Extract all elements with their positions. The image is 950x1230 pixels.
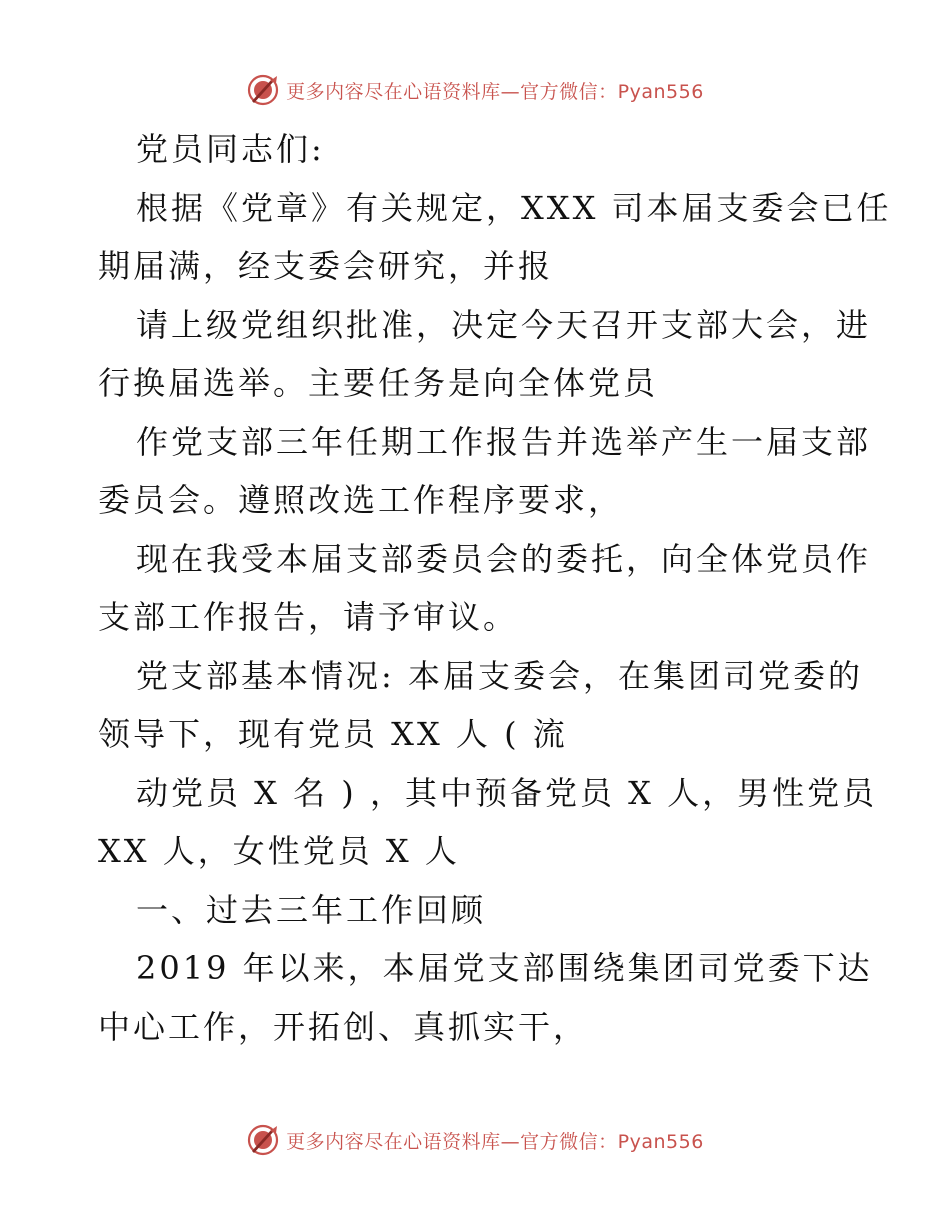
footer-watermark	[0, 1120, 950, 1160]
text-line: 作党支部三年任期工作报告并选举产生一届支部	[136, 422, 872, 461]
quill-seal-icon	[246, 73, 280, 107]
text-line: 党员同志们:	[136, 130, 325, 168]
watermark-text: 更多内容尽在心语资料库—官方微信：Pyan556	[286, 1130, 704, 1153]
text-line: 行换届选举。主要任务是向全体党员	[98, 364, 659, 402]
text-line: 期届满，经支委会研究，并报	[98, 247, 554, 285]
text-line: 支部工作报告，请予审议。	[98, 598, 519, 636]
text-line: 2019 年以来，本届党支部围绕集团司党委下达	[136, 949, 873, 987]
text-line: 现在我受本届支部委员会的委托，向全体党员作	[136, 539, 872, 578]
text-line: 中心工作，开拓创、真抓实干，	[98, 1007, 589, 1046]
text-line: 委员会。遵照改选工作程序要求，	[98, 481, 624, 519]
text-line: 动党员 X 名 ) ，其中预备党员 X 人，男性党员	[136, 773, 878, 812]
text-line: 领导下，现有党员 XX 人 ( 流	[98, 715, 568, 753]
watermark-text: 更多内容尽在心语资料库—官方微信：Pyan556	[286, 80, 704, 103]
document-body	[98, 120, 892, 1056]
quill-seal-icon	[246, 1123, 280, 1157]
header-watermark	[0, 70, 950, 110]
text-line: 请上级党组织批准，决定今天召开支部大会，进	[136, 305, 872, 344]
section-heading: 一、过去三年工作回顾	[136, 890, 487, 929]
text-line: 党支部基本情况: 本届支委会，在集团司党委的	[136, 656, 863, 695]
text-line: 根据《党章》有关规定，XXX 司本届支委会已任	[136, 188, 892, 227]
text-line: XX 人，女性党员 X 人	[98, 832, 460, 870]
